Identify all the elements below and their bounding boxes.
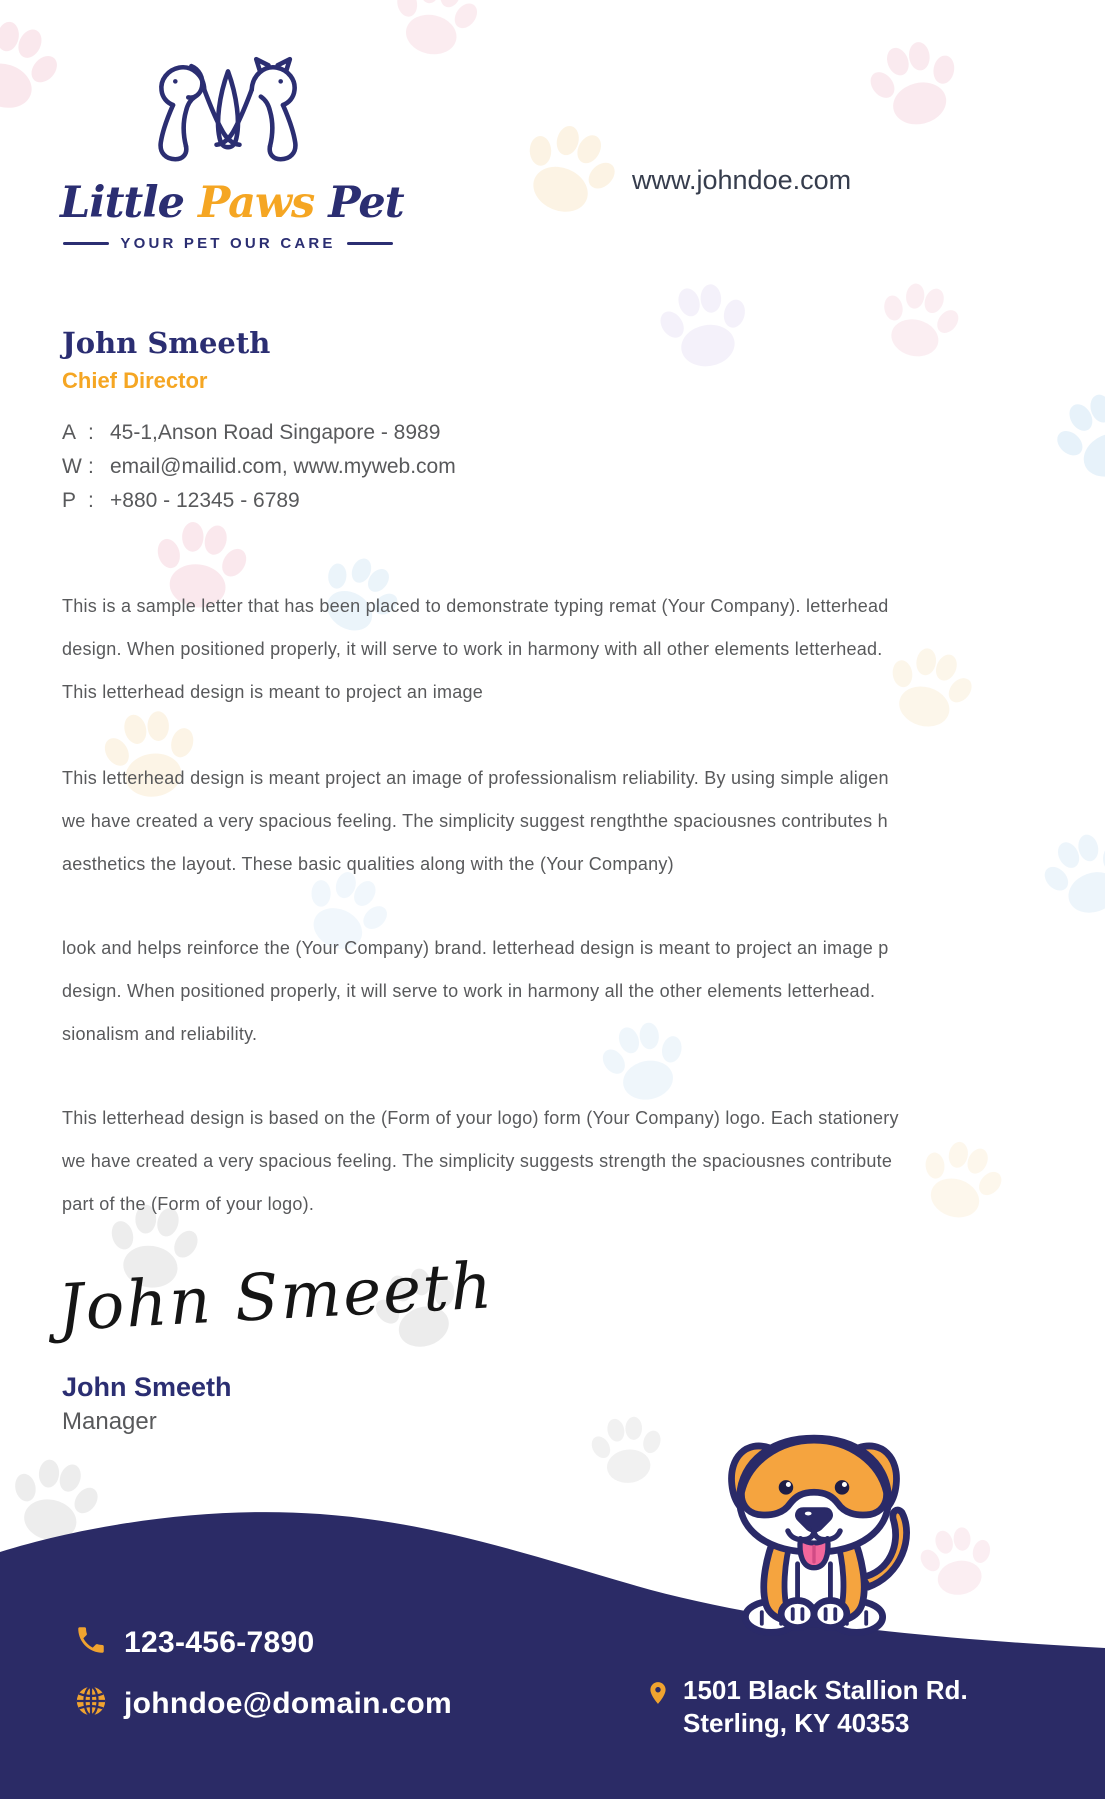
paragraph-line: part of the (Form of your logo). <box>62 1194 315 1214</box>
tagline-left-rule <box>63 242 109 245</box>
footer-phone-number[interactable]: 123-456-7890 <box>124 1625 315 1659</box>
brand-name-paws: Paws <box>197 178 315 228</box>
letter-paragraph-1 <box>62 585 907 714</box>
location-pin-icon <box>645 1674 671 1715</box>
handwritten-signature: John Smeeth <box>56 1249 496 1346</box>
sender-web[interactable]: email@mailid.com, www.myweb.com <box>110 455 456 478</box>
footer-address <box>645 1674 968 1740</box>
footer-address-line2: Sterling, KY 40353 <box>683 1708 910 1738</box>
website-link[interactable]: www.johndoe.com <box>632 165 852 195</box>
web-label: W <box>62 455 82 478</box>
dog-and-cat-logo-icon <box>144 46 312 174</box>
sender-contact-lines <box>62 416 456 518</box>
paragraph-line: This is a sample letter that has been placed to demonstrate typing remat (Your Company). letterhead <box>62 596 889 616</box>
sender-address: 45-1,Anson Road Singapore - 8989 <box>110 421 441 444</box>
phone-separator: : <box>88 489 94 512</box>
footer-email[interactable] <box>74 1684 452 1723</box>
sender-address-line <box>62 416 456 450</box>
signer-role: Manager <box>62 1408 157 1435</box>
sender-title: Chief Director <box>62 368 208 393</box>
footer-address-lines <box>683 1674 968 1740</box>
paragraph-line: look and helps reinforce the (Your Company) brand. letterhead design is meant to project an image p <box>62 938 889 958</box>
letter-paragraph-3 <box>62 927 907 1056</box>
footer-email-address[interactable]: johndoe@domain.com <box>124 1686 452 1720</box>
brand-name-little: Little <box>60 178 184 228</box>
phone-label: P <box>62 489 77 512</box>
web-separator: : <box>88 455 94 478</box>
brand-name <box>60 178 404 228</box>
brand-block <box>60 46 404 252</box>
brand-tagline-row <box>60 235 396 252</box>
address-label: A <box>62 421 77 444</box>
paragraph-line: aesthetics the layout. These basic qualities along with the (Your Company) <box>62 854 674 874</box>
letter-paragraph-2 <box>62 757 907 886</box>
sender-phone-line <box>62 484 456 518</box>
sender-phone: +880 - 12345 - 6789 <box>110 489 300 512</box>
globe-icon <box>74 1684 108 1723</box>
paragraph-line: we have created a very spacious feeling. The simplicity suggests strength the spaciousnes contribute <box>62 1151 893 1171</box>
paragraph-line: This letterhead design is meant to project an image <box>62 682 483 702</box>
sender-name: John Smeeth <box>62 326 271 360</box>
paragraph-line: This letterhead design is based on the (Form of your logo) form (Your Company) logo. Each stationery <box>62 1108 899 1128</box>
address-separator: : <box>88 421 94 444</box>
brand-tagline: YOUR PET OUR CARE <box>120 235 336 252</box>
paragraph-line: design. When positioned properly, it will serve to work in harmony with all other elements letterhead. <box>62 639 883 659</box>
puppy-mascot-illustration <box>698 1410 930 1648</box>
paragraph-line: This letterhead design is meant project an image of professionalism reliability. By using simple aligen <box>62 768 889 788</box>
sender-block <box>62 326 456 518</box>
paragraph-line: design. When positioned properly, it will serve to work in harmony all the other elements letterhead. <box>62 981 876 1001</box>
tagline-right-rule <box>347 242 393 245</box>
paragraph-line: sionalism and reliability. <box>62 1024 258 1044</box>
brand-name-pet: Pet <box>328 178 404 228</box>
paragraph-line: we have created a very spacious feeling. The simplicity suggest rengththe spaciousnes contributes h <box>62 811 888 831</box>
footer-phone[interactable] <box>74 1623 314 1662</box>
footer-address-line1: 1501 Black Stallion Rd. <box>683 1675 968 1705</box>
letter-paragraph-4 <box>62 1097 907 1226</box>
signer-name: John Smeeth <box>62 1372 232 1402</box>
sender-web-line <box>62 450 456 484</box>
phone-icon <box>74 1623 108 1662</box>
